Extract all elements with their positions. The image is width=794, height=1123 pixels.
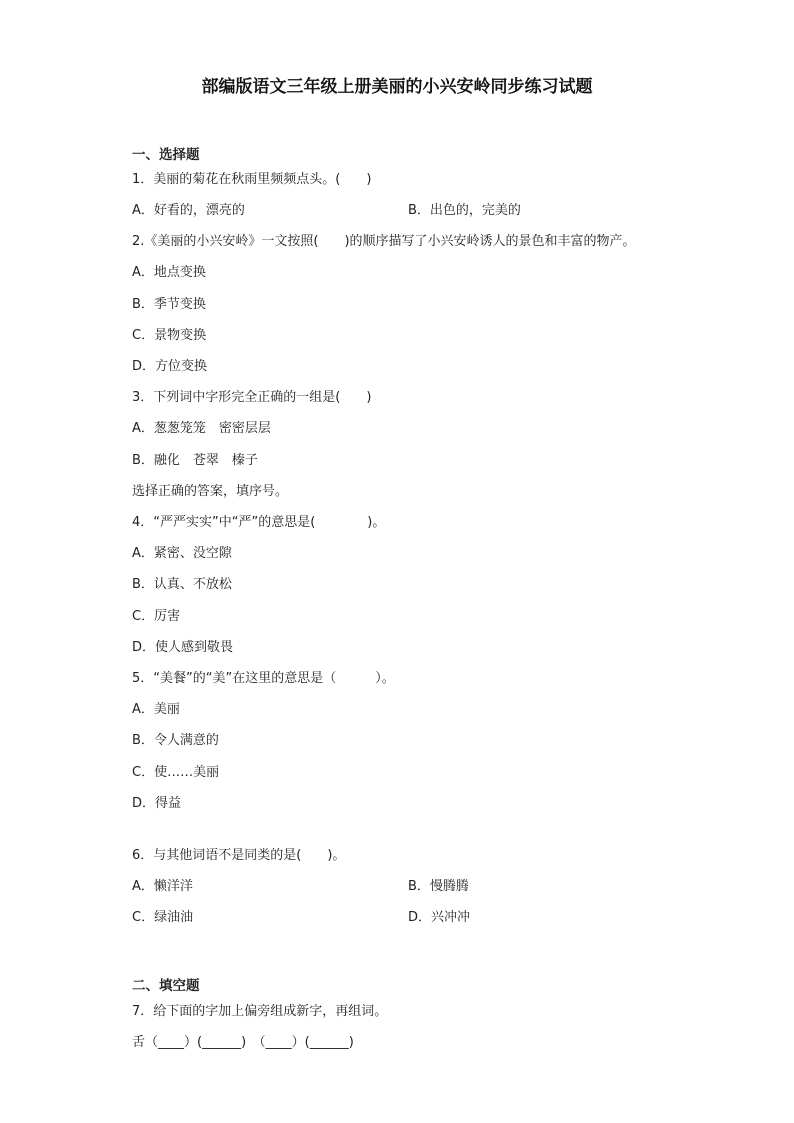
question-3-option-b: B．融化 苍翠 榛子 <box>132 453 258 468</box>
question-6-stem: 6．与其他词语不是同类的是( )。 <box>132 848 346 863</box>
question-5-option-b: B．令人满意的 <box>132 733 219 748</box>
question-1-option-b: B．出色的，完美的 <box>408 203 521 218</box>
question-6-option-d: D．兴冲冲 <box>408 910 471 925</box>
question-6-option-b: B．慢腾腾 <box>408 879 469 894</box>
section-heading-fill: 二、填空题 <box>132 978 200 994</box>
question-4-option-c: C．厉害 <box>132 609 181 624</box>
section-heading-choice: 一、选择题 <box>132 147 200 163</box>
question-5-stem: 5．“美餐”的“美”在这里的意思是（ ）。 <box>132 671 395 686</box>
question-2-option-d: D．方位变换 <box>132 359 208 374</box>
question-2-option-a: A．地点变换 <box>132 265 206 280</box>
question-1-stem: 1．美丽的菊花在秋雨里频频点头。( ) <box>132 172 372 187</box>
question-5-option-c: C．使……美丽 <box>132 765 220 780</box>
question-6-option-c: C．绿油油 <box>132 910 194 925</box>
page-title: 部编版语文三年级上册美丽的小兴安岭同步练习试题 <box>201 77 593 97</box>
question-2-stem: 2.《美丽的小兴安岭》一文按照( )的顺序描写了小兴安岭诱人的景色和丰富的物产。 <box>132 234 636 249</box>
question-3-stem: 3．下列词中字形完全正确的一组是( ) <box>132 390 372 405</box>
question-5-option-d: D．得益 <box>132 796 182 811</box>
question-2-option-b: B．季节变换 <box>132 297 206 312</box>
question-4-option-d: D．使人感到敬畏 <box>132 640 234 655</box>
question-4-option-a: A．紧密、没空隙 <box>132 546 232 561</box>
question-7-stem: 7．给下面的字加上偏旁组成新字，再组词。 <box>132 1004 388 1019</box>
question-1-option-a: A．好看的，漂亮的 <box>132 203 245 218</box>
instruction-text: 选择正确的答案，填序号。 <box>132 484 289 499</box>
question-4-stem: 4．“严严实实”中“严”的意思是( )。 <box>132 515 386 530</box>
question-3-option-a: A．葱葱笼笼 密密层层 <box>132 421 271 436</box>
question-5-option-a: A．美丽 <box>132 702 180 717</box>
question-4-option-b: B．认真、不放松 <box>132 577 232 592</box>
question-7-fill-line: 舌（____）(______) （____）(______) <box>132 1035 354 1050</box>
question-2-option-c: C．景物变换 <box>132 328 207 343</box>
question-6-option-a: A．懒洋洋 <box>132 879 193 894</box>
